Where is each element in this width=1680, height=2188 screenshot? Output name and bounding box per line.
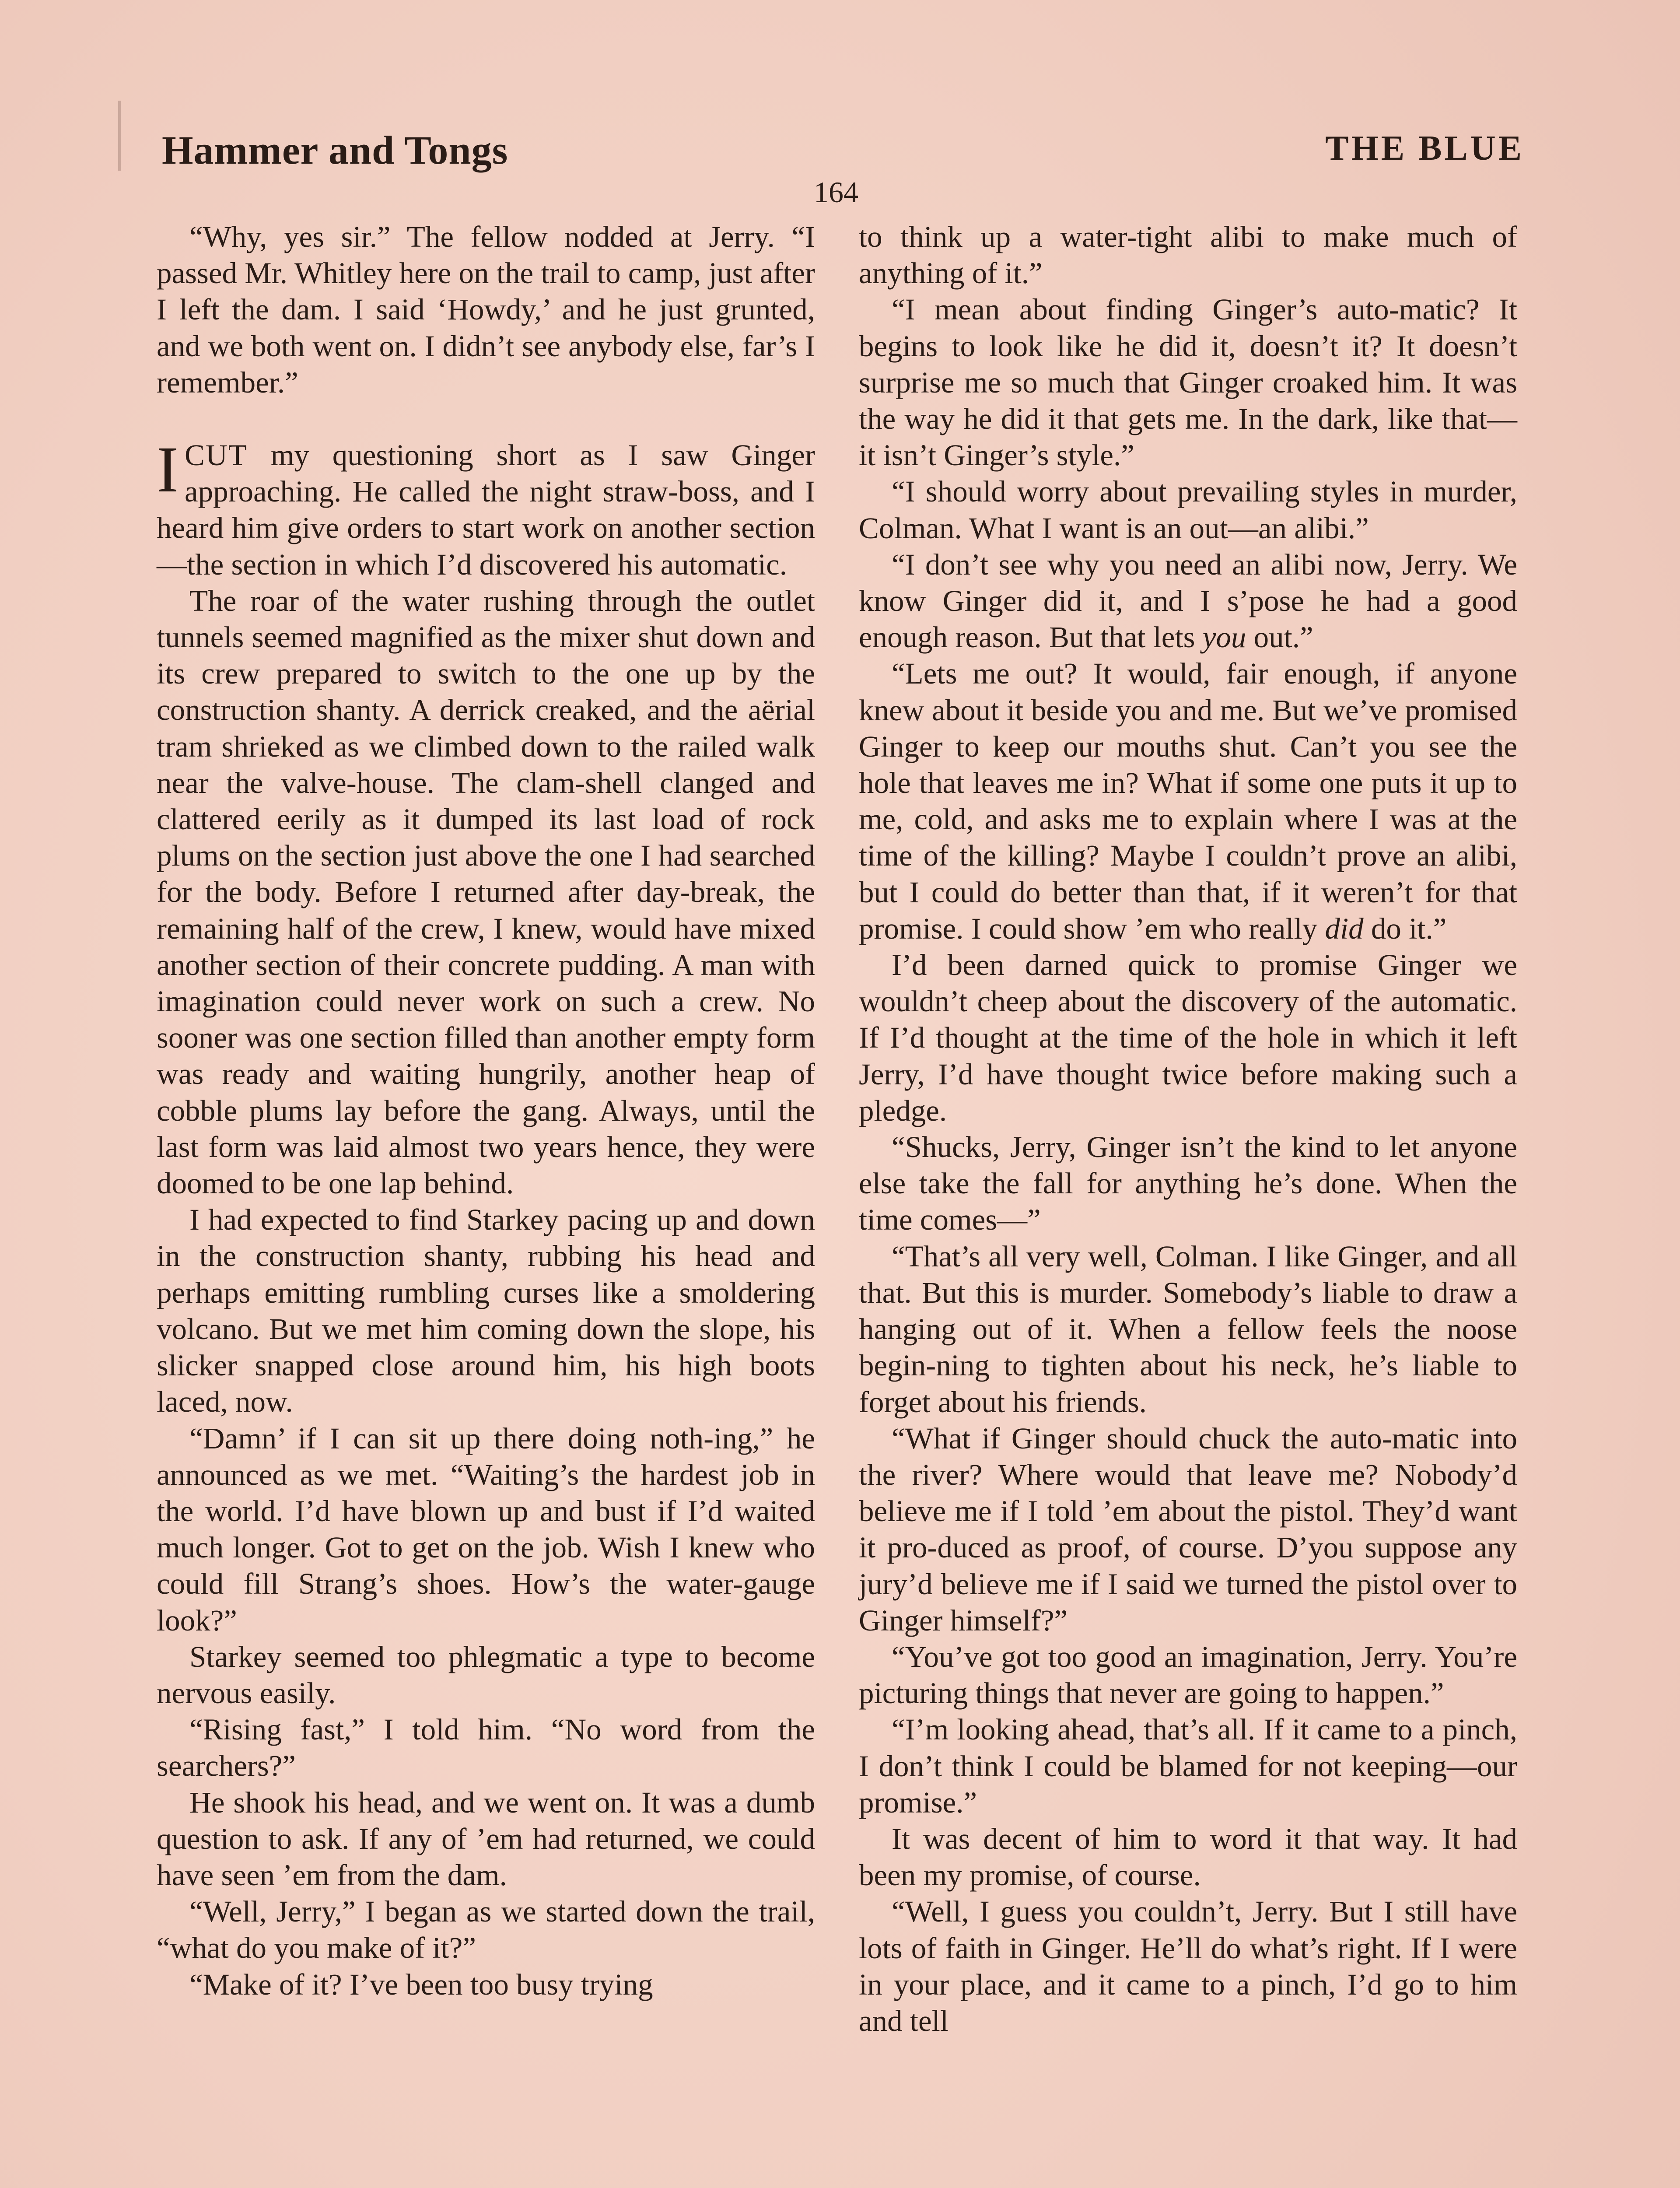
magazine-name: THE BLUE (1325, 129, 1524, 168)
paragraph: Starkey seemed too phlegmatic a type to become nervous easily. (157, 1640, 815, 1710)
paragraph: I had expected to find Starkey pacing up and down in the construction shanty, rubbing his head and perhaps emitting rumbling curses like a smoldering volcano. But we met him coming down the slope, his slicker snapped close around him, his high boots laced, now. (157, 1203, 815, 1419)
paragraph: to think up a water-tight alibi to make much of anything of it.” (859, 220, 1517, 290)
paragraph (859, 547, 1517, 656)
italic-word: you (1202, 621, 1246, 654)
paragraph: “I should worry about prevailing styles in murder, Colman. What I want is an out—an alibi.” (859, 475, 1517, 545)
lead-word: CUT (184, 438, 248, 472)
page-number: 164 (814, 175, 858, 209)
left-column (157, 219, 815, 2003)
text-run: out.” (1253, 621, 1313, 654)
text-run: do it.” (1371, 912, 1447, 945)
right-column (859, 219, 1517, 2039)
paragraph: “Damn’ if I can sit up there doing noth-ing,” he announced as we met. “Waiting’s the hardest job in the world. I’d have blown up and bust if I’d waited much longer. Got to get on the job. Wish I knew who could fill Strang’s shoes. How’s the water-gauge look?” (157, 1421, 815, 1637)
paragraph: “I’m looking ahead, that’s all. If it came to a pinch, I don’t think I could be blamed for not keeping—our promise.” (859, 1713, 1517, 1819)
paragraph: “Well, I guess you couldn’t, Jerry. But I still have lots of faith in Ginger. He’ll do what’s right. If I were in your place, and it came to a pinch, I’d go to him and tell (859, 1895, 1517, 2037)
italic-word: did (1325, 912, 1364, 945)
paragraph: “I mean about finding Ginger’s auto-matic? It begins to look like he did it, doesn’t it? It doesn’t surprise me so much that Ginger croaked him. It was the way he did it that gets me. In the dark, like that—it isn’t Ginger’s style.” (859, 293, 1517, 472)
paragraph: “That’s all very well, Colman. I like Ginger, and all that. But this is murder. Somebody’s liable to draw a hanging out of it. When a fellow feels the noose begin-ning to tighten about his neck, he’s liable to forget about his friends. (859, 1239, 1517, 1419)
paragraph: “Well, Jerry,” I began as we started down the trail, “what do you make of it?” (157, 1895, 815, 1965)
paragraph: It was decent of him to word it that way. It had been my promise, of course. (859, 1822, 1517, 1892)
paragraph: “Shucks, Jerry, Ginger isn’t the kind to let anyone else take the fall for anything he’s done. When the time comes—” (859, 1130, 1517, 1237)
paragraph: “Make of it? I’ve been too busy trying (189, 1967, 653, 2001)
drop-cap: I (157, 433, 178, 506)
lead-rest: my questioning short as I saw (247, 438, 708, 472)
text-run: “Lets me out? It would, fair enough, if anyone knew about it beside you and me. But we’ve promised Ginger to keep our mouths shut. Can’t you see the hole that leaves me in? What if some one puts it up to me, cold, and asks me to explain where I was at the time of the killing? Maybe I couldn’t prove an alibi, but I could do better than that, if it weren’t for that promise. I could show ’em who really (859, 657, 1517, 945)
paragraph: The roar of the water rushing through the outlet tunnels seemed magnified as the mixer shut down and its crew prepared to switch to the one up by the construction shanty. A derrick creaked, and the aërial tram shrieked as we climbed down to the railed walk near the valve-house. The clam-shell clanged and clattered eerily as it dumped its last load of rock plums on the section just above the one I had searched for the body. Before I returned after day-break, the remaining half of the crew, I knew, would have mixed another section of their concrete pudding. A man with imagination could never work on such a crew. No sooner was one section filled than another empty form was ready and waiting hungrily, another heap of cobble plums lay before the gang. Always, until the last form was laid almost two years hence, they were doomed to be one lap behind. (157, 584, 815, 1200)
paragraph: “What if Ginger should chuck the auto-matic into the river? Where would that leave me? Nobody’d believe me if I told ’em about the pistol. They’d want it pro-duced as proof, of course. D’you suppose any jury’d believe me if I said we turned the pistol over to Ginger himself?” (859, 1421, 1517, 1637)
paragraph: I’d been darned quick to promise Ginger we wouldn’t cheep about the discovery of the automatic. If I’d thought at the time of the hole in which it left Jerry, I’d have thought twice before making such a pledge. (859, 948, 1517, 1127)
running-title: Hammer and Tongs (162, 128, 508, 172)
paragraph (859, 656, 1517, 947)
drop-cap-paragraph (157, 433, 816, 583)
paragraph-continuation: Ginger approaching. He called the night straw-boss, and I heard him give orders to start work on another section—the section in which I’d discovered his automatic. (157, 438, 816, 581)
paragraph: “Why, yes sir.” The fellow nodded at Jerry. “I passed Mr. Whitley here on the trail to camp, just after I left the dam. I said ‘Howdy,’ and he just grunted, and we both went on. I didn’t see anybody else, far’s I remember.” (157, 220, 815, 399)
text-run: “I don’t see why you need an alibi now, Jerry. We know Ginger did it, and I s’pose he had a good enough reason. But that lets (859, 547, 1517, 654)
paragraph: “You’ve got too good an imagination, Jerry. You’re picturing things that never are going to happen.” (859, 1640, 1517, 1710)
paragraph: “Rising fast,” I told him. “No word from the searchers?” (157, 1713, 815, 1783)
binding-mark (118, 101, 121, 171)
paragraph: He shook his head, and we went on. It was a dumb question to ask. If any of ’em had returned, we could have seen ’em from the dam. (157, 1785, 815, 1892)
